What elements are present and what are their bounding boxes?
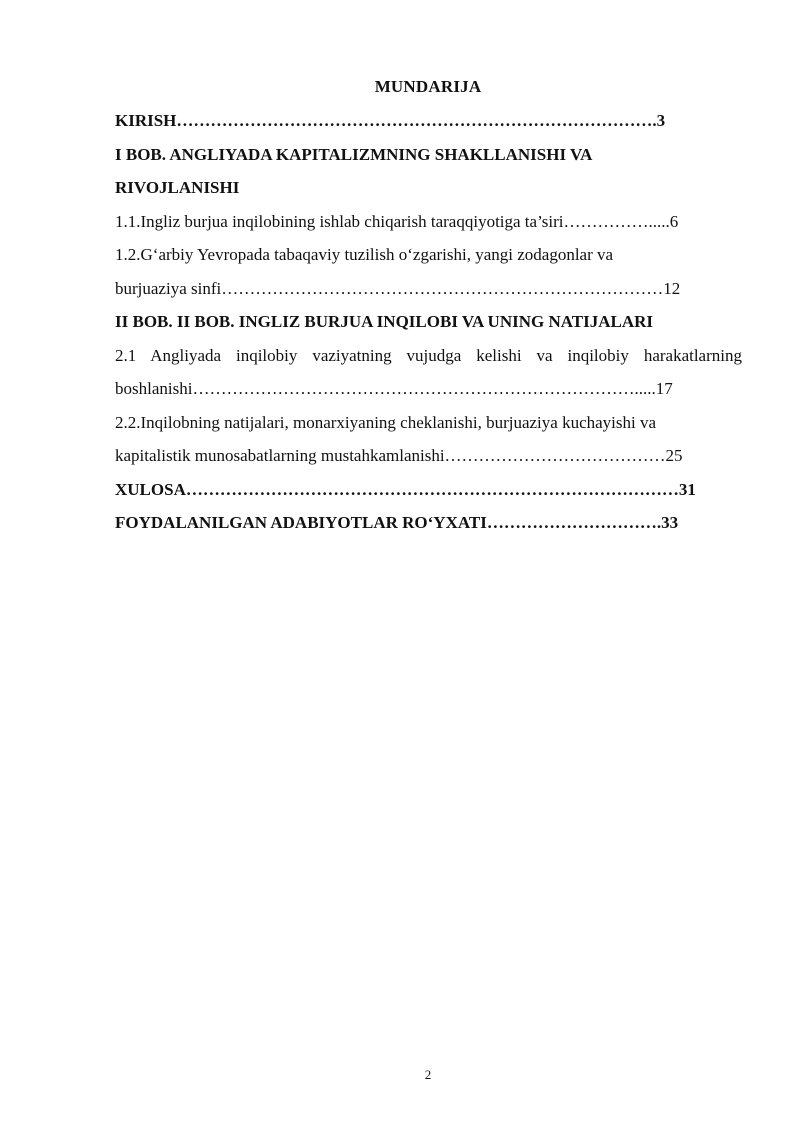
toc-entry-adabiyotlar: FOYDALANILGAN ADABIYOTLAR RO‘YXATI………………………….33	[115, 513, 679, 532]
toc-entry-kirish: KIRISH………………………………………………………………………….3	[115, 111, 666, 130]
toc-section-1-2-line-2: burjuaziya sinfi……………………………………………………………………12	[115, 278, 681, 298]
toc-chapter-1-title-line-1: I BOB. ANGLIYADA KAPITALIZMNING SHAKLLANISHI VA	[115, 144, 593, 164]
toc-entry-xulosa: XULOSA……………………………………………………………………………31	[115, 479, 696, 499]
page-number: 2	[424, 1067, 432, 1082]
toc-section-2-1-line-1: 2.1 Angliyada inqilobiy vaziyatning vujudga kelishi va inqilobiy harakatlarning	[115, 345, 742, 365]
page-title: MUNDARIJA	[374, 77, 482, 96]
toc-section-2-2-line-1: 2.2.Inqilobning natijalari, monarxiyaning cheklanishi, burjuaziya kuchayishi va	[115, 412, 657, 432]
toc-section-1-1: 1.1.Ingliz burjua inqilobining ishlab chiqarish taraqqiyotiga ta’siri…………….....6	[115, 211, 679, 231]
toc-chapter-1-title-line-2: RIVOJLANISHI	[115, 178, 240, 197]
toc-chapter-2-title: II BOB. II BOB. INGLIZ BURJUA INQILOBI VA UNING NATIJALARI	[115, 312, 653, 331]
toc-section-1-2-line-1: 1.2.G‘arbiy Yevropada tabaqaviy tuzilish o‘zgarishi, yangi zodagonlar va	[115, 245, 614, 264]
toc-section-2-2-line-2: kapitalistik munosabatlarning mustahkamlanishi…………………………………25	[115, 446, 683, 465]
table-of-contents	[115, 104, 742, 540]
toc-section-2-1-line-2: boshlanishi…………………………………………………………………….....17	[115, 379, 673, 398]
